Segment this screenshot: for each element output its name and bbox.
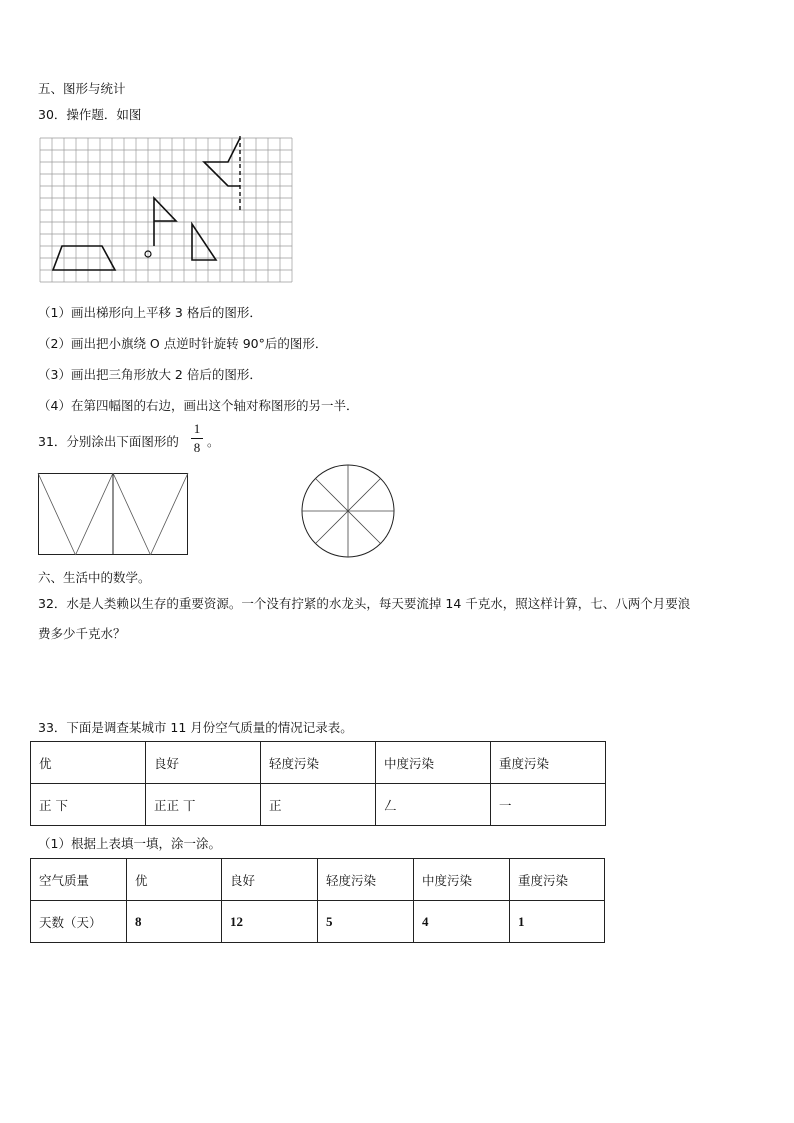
count-header-cell: 良好 [222, 859, 318, 901]
q30-item-4: （4）在第四幅图的右边，画出这个轴对称图形的另一半． [38, 398, 359, 413]
q30-item-3: （3）画出把三角形放大 2 倍后的图形． [38, 367, 262, 382]
tally-header-cell: 良好 [146, 742, 261, 784]
triangle-shape [192, 224, 216, 260]
tally-cell: ⼀ [491, 784, 606, 826]
count-header-cell: 优 [127, 859, 222, 901]
question-32-line-2: 费多少千克水？ [38, 626, 126, 641]
tally-header-cell: 优 [31, 742, 146, 784]
tally-cell: 正 下 [31, 784, 146, 826]
count-row-label: 天数（天） [31, 901, 127, 943]
count-header-cell: 空气质量 [31, 859, 127, 901]
fraction-denominator: 8 [193, 440, 201, 455]
question-33-title: 33．下面是调查某城市 11 月份空气质量的情况记录表。 [38, 720, 353, 735]
tally-cell: 正 [261, 784, 376, 826]
count-table [30, 858, 605, 943]
section-heading-6: 六、生活中的数学。 [38, 570, 151, 585]
question-32-line-1: 32．水是人类赖以生存的重要资源。一个没有拧紧的水龙头，每天要流掉 14 千克水，照这样计算，七、八两个月要浪 [38, 596, 691, 611]
count-values-row [31, 901, 605, 943]
question-30-title: 30．操作题．如图 [38, 107, 142, 122]
count-header-cell: 轻度污染 [318, 859, 414, 901]
tally-table [30, 741, 606, 826]
fraction-one-eighth [191, 421, 203, 456]
tally-header-cell: 轻度污染 [261, 742, 376, 784]
fraction-bar [191, 438, 203, 439]
tally-cell: 𠃋 [376, 784, 491, 826]
grid-figure [38, 134, 298, 288]
count-header-row [31, 859, 605, 901]
tally-cell: 正正 丅 [146, 784, 261, 826]
count-value-cell: 4 [414, 901, 510, 943]
fraction-numerator: 1 [193, 421, 201, 436]
count-value-cell: 8 [127, 901, 222, 943]
count-value-cell: 12 [222, 901, 318, 943]
tally-marks-row [31, 784, 606, 826]
rectangle-eight-triangles [38, 473, 188, 555]
q33-sub-1: （1）根据上表填一填，涂一涂。 [38, 836, 221, 851]
tally-header-cell: 中度污染 [376, 742, 491, 784]
tally-header-cell: 重度污染 [491, 742, 606, 784]
question-31-prefix: 31．分别涂出下面图形的 [38, 434, 179, 449]
q30-item-1: （1）画出梯形向上平移 3 格后的图形． [38, 305, 262, 320]
section-heading-5: 五、图形与统计 [38, 81, 126, 96]
count-header-cell: 重度污染 [510, 859, 605, 901]
tally-header-row [31, 742, 606, 784]
question-31-suffix: 。 [207, 434, 220, 449]
count-value-cell: 5 [318, 901, 414, 943]
count-header-cell: 中度污染 [414, 859, 510, 901]
circle-eight-sectors [301, 464, 395, 558]
count-value-cell: 1 [510, 901, 605, 943]
q30-item-2: （2）画出把小旗绕 O 点逆时针旋转 90°后的图形． [38, 336, 328, 351]
